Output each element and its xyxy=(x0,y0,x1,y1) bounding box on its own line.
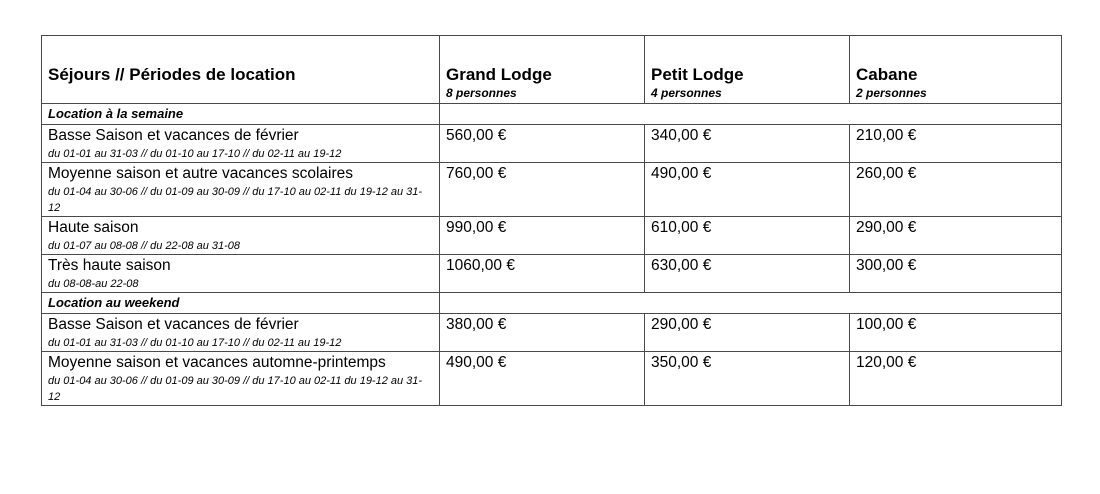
price-value: 290,00 € xyxy=(651,316,712,333)
section-label: Location à la semaine xyxy=(48,106,184,121)
period-name: Basse Saison et vacances de février xyxy=(48,127,299,144)
price-cell xyxy=(645,163,850,217)
period-name: Moyenne saison et autre vacances scolaires xyxy=(48,165,353,182)
price-cell xyxy=(850,352,1062,406)
section-label-cell xyxy=(42,293,440,314)
period-column-title: Séjours // Périodes de location xyxy=(48,65,296,84)
lodge-capacity: 2 personnes xyxy=(856,86,927,100)
price-cell xyxy=(440,314,645,352)
price-value: 100,00 € xyxy=(856,316,917,333)
price-value: 610,00 € xyxy=(651,219,712,236)
table-row xyxy=(42,163,1062,217)
period-dates: du 01-04 au 30-06 // du 01-09 au 30-09 // du 17-10 au 02-11 du 19-12 au 31-12 xyxy=(48,375,423,403)
price-cell xyxy=(850,125,1062,163)
header-cell-grand-lodge xyxy=(440,36,645,104)
price-value: 490,00 € xyxy=(651,165,712,182)
price-value: 350,00 € xyxy=(651,354,712,371)
lodge-name: Petit Lodge xyxy=(651,65,744,84)
period-name: Moyenne saison et vacances automne-printemps xyxy=(48,354,386,371)
pricing-table xyxy=(41,35,1062,406)
header-cell-cabane xyxy=(850,36,1062,104)
section-row-weekend xyxy=(42,293,1062,314)
period-cell xyxy=(42,352,440,406)
price-cell xyxy=(850,314,1062,352)
period-cell xyxy=(42,255,440,293)
lodge-capacity: 4 personnes xyxy=(651,86,722,100)
period-cell xyxy=(42,314,440,352)
section-empty-cell xyxy=(440,293,1062,314)
price-cell xyxy=(440,217,645,255)
lodge-name: Cabane xyxy=(856,65,918,84)
price-cell xyxy=(440,125,645,163)
price-cell xyxy=(850,255,1062,293)
header-cell-period xyxy=(42,36,440,104)
lodge-name: Grand Lodge xyxy=(446,65,552,84)
price-cell xyxy=(645,352,850,406)
price-cell xyxy=(850,217,1062,255)
period-cell xyxy=(42,163,440,217)
period-dates: du 01-01 au 31-03 // du 01-10 au 17-10 // du 02-11 au 19-12 xyxy=(48,337,342,349)
section-label-cell xyxy=(42,104,440,125)
price-value: 760,00 € xyxy=(446,165,507,182)
price-cell xyxy=(440,163,645,217)
period-cell xyxy=(42,217,440,255)
period-dates: du 01-07 au 08-08 // du 22-08 au 31-08 xyxy=(48,240,241,252)
price-cell xyxy=(645,314,850,352)
period-cell xyxy=(42,125,440,163)
price-cell xyxy=(645,125,850,163)
price-cell xyxy=(645,217,850,255)
period-name: Basse Saison et vacances de février xyxy=(48,316,299,333)
price-cell xyxy=(645,255,850,293)
period-dates: du 08-08-au 22-08 xyxy=(48,278,139,290)
header-cell-petit-lodge xyxy=(645,36,850,104)
price-value: 990,00 € xyxy=(446,219,507,236)
price-value: 630,00 € xyxy=(651,257,712,274)
price-value: 260,00 € xyxy=(856,165,917,182)
header-row xyxy=(42,36,1062,104)
price-cell xyxy=(440,255,645,293)
price-value: 490,00 € xyxy=(446,354,507,371)
price-value: 560,00 € xyxy=(446,127,507,144)
table-row xyxy=(42,255,1062,293)
section-label: Location au weekend xyxy=(48,295,180,310)
period-name: Haute saison xyxy=(48,219,139,236)
period-name: Très haute saison xyxy=(48,257,171,274)
table-row xyxy=(42,314,1062,352)
price-value: 380,00 € xyxy=(446,316,507,333)
period-dates: du 01-01 au 31-03 // du 01-10 au 17-10 // du 02-11 au 19-12 xyxy=(48,148,342,160)
price-value: 210,00 € xyxy=(856,127,917,144)
price-value: 1060,00 € xyxy=(446,257,515,274)
table-row xyxy=(42,217,1062,255)
price-value: 290,00 € xyxy=(856,219,917,236)
price-value: 300,00 € xyxy=(856,257,917,274)
section-empty-cell xyxy=(440,104,1062,125)
period-dates: du 01-04 au 30-06 // du 01-09 au 30-09 // du 17-10 au 02-11 du 19-12 au 31-12 xyxy=(48,186,423,214)
price-cell xyxy=(440,352,645,406)
table-row xyxy=(42,125,1062,163)
price-value: 340,00 € xyxy=(651,127,712,144)
price-cell xyxy=(850,163,1062,217)
section-row-weekly xyxy=(42,104,1062,125)
table-row xyxy=(42,352,1062,406)
lodge-capacity: 8 personnes xyxy=(446,86,517,100)
price-value: 120,00 € xyxy=(856,354,917,371)
